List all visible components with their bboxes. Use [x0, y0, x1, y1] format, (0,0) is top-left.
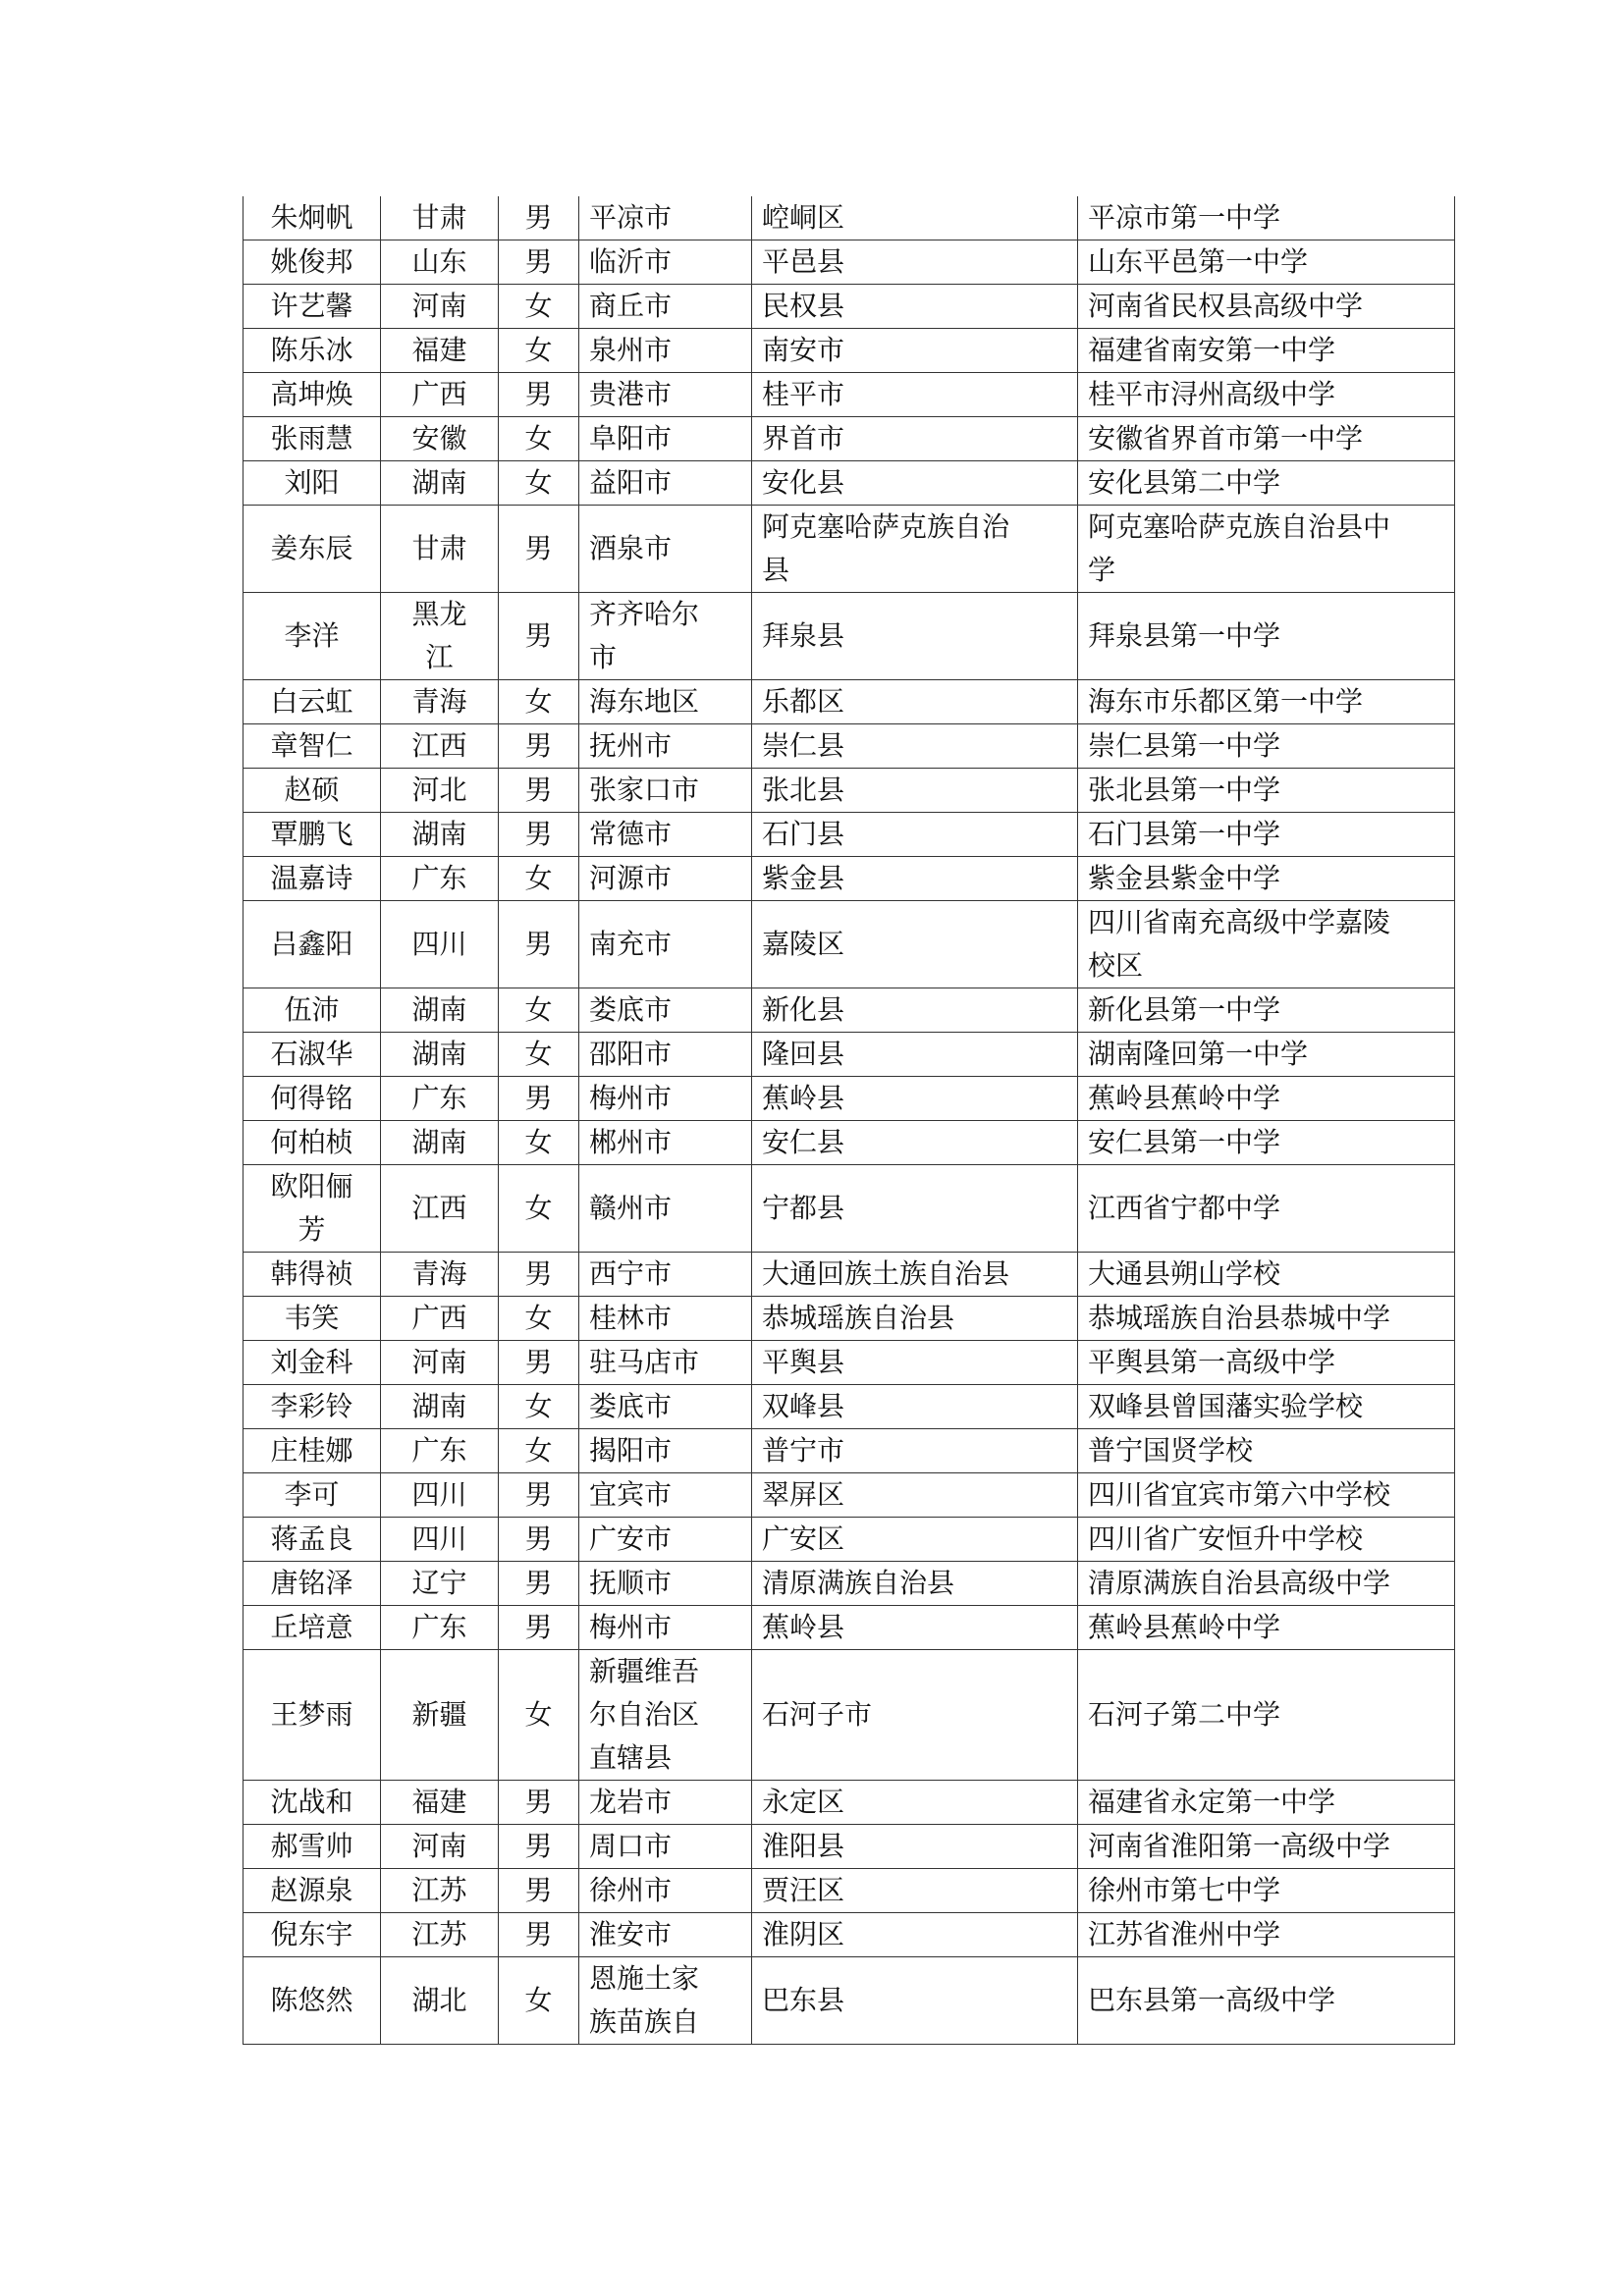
name-cell: 沈战和	[244, 1781, 381, 1825]
school-cell: 蕉岭县蕉岭中学	[1078, 1077, 1455, 1121]
name-cell: 赵硕	[244, 769, 381, 813]
county-cell: 隆回县	[752, 1033, 1078, 1077]
school-cell: 四川省宜宾市第六中学校	[1078, 1473, 1455, 1518]
table-row	[244, 813, 1455, 857]
city-cell: 揭阳市	[579, 1429, 752, 1473]
school-cell: 安仁县第一中学	[1078, 1121, 1455, 1165]
county-cell: 淮阳县	[752, 1825, 1078, 1869]
city-cell: 临沂市	[579, 240, 752, 285]
school-cell: 福建省永定第一中学	[1078, 1781, 1455, 1825]
school-cell: 清原满族自治县高级中学	[1078, 1562, 1455, 1606]
school-cell: 山东平邑第一中学	[1078, 240, 1455, 285]
school-cell: 石河子第二中学	[1078, 1650, 1455, 1781]
school-cell: 平凉市第一中学	[1078, 196, 1455, 240]
name-cell: 赵源泉	[244, 1869, 381, 1913]
city-cell: 宜宾市	[579, 1473, 752, 1518]
province-cell: 福建	[381, 1781, 499, 1825]
school-cell: 河南省民权县高级中学	[1078, 285, 1455, 329]
province-cell: 河南	[381, 285, 499, 329]
table-row	[244, 988, 1455, 1033]
table-row	[244, 1781, 1455, 1825]
gender-cell: 女	[499, 1957, 579, 2045]
name-cell: 倪东宇	[244, 1913, 381, 1957]
name-cell: 石淑华	[244, 1033, 381, 1077]
gender-cell: 男	[499, 1781, 579, 1825]
county-cell: 安化县	[752, 461, 1078, 506]
school-cell: 海东市乐都区第一中学	[1078, 680, 1455, 724]
county-cell: 贾汪区	[752, 1869, 1078, 1913]
gender-cell: 男	[499, 1341, 579, 1385]
table-row	[244, 1650, 1455, 1781]
gender-cell: 女	[499, 1121, 579, 1165]
table-row	[244, 1825, 1455, 1869]
city-cell: 海东地区	[579, 680, 752, 724]
county-cell: 崆峒区	[752, 196, 1078, 240]
name-cell: 庄桂娜	[244, 1429, 381, 1473]
school-cell: 安化县第二中学	[1078, 461, 1455, 506]
student-table-body	[244, 196, 1455, 2045]
gender-cell: 女	[499, 1165, 579, 1253]
county-cell: 石门县	[752, 813, 1078, 857]
county-cell: 拜泉县	[752, 593, 1078, 680]
name-cell: 王梦雨	[244, 1650, 381, 1781]
city-cell: 张家口市	[579, 769, 752, 813]
county-cell: 阿克塞哈萨克族自治 县	[752, 506, 1078, 593]
province-cell: 广东	[381, 1606, 499, 1650]
name-cell: 张雨慧	[244, 417, 381, 461]
school-cell: 蕉岭县蕉岭中学	[1078, 1606, 1455, 1650]
table-row	[244, 901, 1455, 988]
province-cell: 广东	[381, 1077, 499, 1121]
table-row	[244, 1165, 1455, 1253]
school-cell: 徐州市第七中学	[1078, 1869, 1455, 1913]
county-cell: 民权县	[752, 285, 1078, 329]
gender-cell: 男	[499, 813, 579, 857]
province-cell: 湖北	[381, 1957, 499, 2045]
gender-cell: 男	[499, 1077, 579, 1121]
county-cell: 清原满族自治县	[752, 1562, 1078, 1606]
name-cell: 刘阳	[244, 461, 381, 506]
county-cell: 嘉陵区	[752, 901, 1078, 988]
city-cell: 西宁市	[579, 1253, 752, 1297]
name-cell: 韦笑	[244, 1297, 381, 1341]
gender-cell: 女	[499, 1650, 579, 1781]
city-cell: 赣州市	[579, 1165, 752, 1253]
gender-cell: 男	[499, 240, 579, 285]
county-cell: 永定区	[752, 1781, 1078, 1825]
gender-cell: 男	[499, 769, 579, 813]
province-cell: 广东	[381, 1429, 499, 1473]
table-row	[244, 373, 1455, 417]
table-row	[244, 1033, 1455, 1077]
gender-cell: 女	[499, 285, 579, 329]
province-cell: 湖南	[381, 813, 499, 857]
school-cell: 拜泉县第一中学	[1078, 593, 1455, 680]
province-cell: 广西	[381, 1297, 499, 1341]
province-cell: 江西	[381, 724, 499, 769]
gender-cell: 女	[499, 1385, 579, 1429]
name-cell: 陈乐冰	[244, 329, 381, 373]
city-cell: 新疆维吾 尔自治区 直辖县	[579, 1650, 752, 1781]
school-cell: 福建省南安第一中学	[1078, 329, 1455, 373]
county-cell: 平邑县	[752, 240, 1078, 285]
county-cell: 淮阴区	[752, 1913, 1078, 1957]
table-row	[244, 1562, 1455, 1606]
city-cell: 梅州市	[579, 1077, 752, 1121]
province-cell: 河北	[381, 769, 499, 813]
gender-cell: 女	[499, 988, 579, 1033]
city-cell: 娄底市	[579, 1385, 752, 1429]
gender-cell: 女	[499, 1297, 579, 1341]
province-cell: 湖南	[381, 1033, 499, 1077]
gender-cell: 男	[499, 901, 579, 988]
gender-cell: 男	[499, 1518, 579, 1562]
name-cell: 丘培意	[244, 1606, 381, 1650]
gender-cell: 男	[499, 1253, 579, 1297]
province-cell: 青海	[381, 1253, 499, 1297]
city-cell: 龙岩市	[579, 1781, 752, 1825]
name-cell: 白云虹	[244, 680, 381, 724]
school-cell: 新化县第一中学	[1078, 988, 1455, 1033]
table-row	[244, 1606, 1455, 1650]
province-cell: 四川	[381, 1473, 499, 1518]
city-cell: 梅州市	[579, 1606, 752, 1650]
name-cell: 刘金科	[244, 1341, 381, 1385]
county-cell: 张北县	[752, 769, 1078, 813]
county-cell: 安仁县	[752, 1121, 1078, 1165]
gender-cell: 男	[499, 196, 579, 240]
gender-cell: 男	[499, 1562, 579, 1606]
province-cell: 安徽	[381, 417, 499, 461]
county-cell: 紫金县	[752, 857, 1078, 901]
city-cell: 娄底市	[579, 988, 752, 1033]
table-row	[244, 417, 1455, 461]
school-cell: 桂平市浔州高级中学	[1078, 373, 1455, 417]
school-cell: 湖南隆回第一中学	[1078, 1033, 1455, 1077]
table-row	[244, 857, 1455, 901]
county-cell: 普宁市	[752, 1429, 1078, 1473]
gender-cell: 女	[499, 1033, 579, 1077]
county-cell: 翠屏区	[752, 1473, 1078, 1518]
province-cell: 甘肃	[381, 506, 499, 593]
school-cell: 四川省广安恒升中学校	[1078, 1518, 1455, 1562]
school-cell: 紫金县紫金中学	[1078, 857, 1455, 901]
school-cell: 平舆县第一高级中学	[1078, 1341, 1455, 1385]
name-cell: 章智仁	[244, 724, 381, 769]
table-row	[244, 1253, 1455, 1297]
name-cell: 高坤焕	[244, 373, 381, 417]
province-cell: 甘肃	[381, 196, 499, 240]
county-cell: 石河子市	[752, 1650, 1078, 1781]
name-cell: 伍沛	[244, 988, 381, 1033]
name-cell: 韩得祯	[244, 1253, 381, 1297]
city-cell: 驻马店市	[579, 1341, 752, 1385]
gender-cell: 男	[499, 1869, 579, 1913]
school-cell: 双峰县曾国藩实验学校	[1078, 1385, 1455, 1429]
school-cell: 张北县第一中学	[1078, 769, 1455, 813]
city-cell: 抚州市	[579, 724, 752, 769]
province-cell: 广东	[381, 857, 499, 901]
school-cell: 阿克塞哈萨克族自治县中 学	[1078, 506, 1455, 593]
county-cell: 恭城瑶族自治县	[752, 1297, 1078, 1341]
province-cell: 河南	[381, 1341, 499, 1385]
table-row	[244, 1077, 1455, 1121]
province-cell: 江西	[381, 1165, 499, 1253]
province-cell: 黑龙 江	[381, 593, 499, 680]
name-cell: 姜东辰	[244, 506, 381, 593]
name-cell: 吕鑫阳	[244, 901, 381, 988]
table-row	[244, 506, 1455, 593]
name-cell: 朱炯帆	[244, 196, 381, 240]
county-cell: 界首市	[752, 417, 1078, 461]
province-cell: 福建	[381, 329, 499, 373]
name-cell: 唐铭泽	[244, 1562, 381, 1606]
city-cell: 抚顺市	[579, 1562, 752, 1606]
city-cell: 南充市	[579, 901, 752, 988]
city-cell: 广安市	[579, 1518, 752, 1562]
student-table	[243, 196, 1455, 2045]
gender-cell: 男	[499, 373, 579, 417]
province-cell: 青海	[381, 680, 499, 724]
county-cell: 桂平市	[752, 373, 1078, 417]
county-cell: 广安区	[752, 1518, 1078, 1562]
school-cell: 巴东县第一高级中学	[1078, 1957, 1455, 2045]
province-cell: 湖南	[381, 988, 499, 1033]
name-cell: 李可	[244, 1473, 381, 1518]
county-cell: 乐都区	[752, 680, 1078, 724]
city-cell: 贵港市	[579, 373, 752, 417]
city-cell: 常德市	[579, 813, 752, 857]
table-row	[244, 1297, 1455, 1341]
province-cell: 湖南	[381, 1385, 499, 1429]
name-cell: 李洋	[244, 593, 381, 680]
table-row	[244, 196, 1455, 240]
county-cell: 大通回族土族自治县	[752, 1253, 1078, 1297]
name-cell: 许艺馨	[244, 285, 381, 329]
gender-cell: 男	[499, 1825, 579, 1869]
school-cell: 大通县朔山学校	[1078, 1253, 1455, 1297]
name-cell: 蒋孟良	[244, 1518, 381, 1562]
table-row	[244, 1429, 1455, 1473]
name-cell: 温嘉诗	[244, 857, 381, 901]
name-cell: 欧阳俪 芳	[244, 1165, 381, 1253]
table-row	[244, 593, 1455, 680]
table-row	[244, 1869, 1455, 1913]
name-cell: 陈悠然	[244, 1957, 381, 2045]
city-cell: 泉州市	[579, 329, 752, 373]
name-cell: 姚俊邦	[244, 240, 381, 285]
gender-cell: 男	[499, 1473, 579, 1518]
province-cell: 新疆	[381, 1650, 499, 1781]
city-cell: 周口市	[579, 1825, 752, 1869]
county-cell: 崇仁县	[752, 724, 1078, 769]
table-row	[244, 724, 1455, 769]
county-cell: 宁都县	[752, 1165, 1078, 1253]
city-cell: 邵阳市	[579, 1033, 752, 1077]
table-row	[244, 1518, 1455, 1562]
city-cell: 淮安市	[579, 1913, 752, 1957]
school-cell: 河南省淮阳第一高级中学	[1078, 1825, 1455, 1869]
county-cell: 新化县	[752, 988, 1078, 1033]
city-cell: 酒泉市	[579, 506, 752, 593]
city-cell: 平凉市	[579, 196, 752, 240]
school-cell: 四川省南充高级中学嘉陵 校区	[1078, 901, 1455, 988]
county-cell: 巴东县	[752, 1957, 1078, 2045]
city-cell: 桂林市	[579, 1297, 752, 1341]
school-cell: 江西省宁都中学	[1078, 1165, 1455, 1253]
province-cell: 湖南	[381, 461, 499, 506]
city-cell: 阜阳市	[579, 417, 752, 461]
province-cell: 四川	[381, 1518, 499, 1562]
name-cell: 何得铭	[244, 1077, 381, 1121]
gender-cell: 女	[499, 461, 579, 506]
province-cell: 辽宁	[381, 1562, 499, 1606]
name-cell: 郝雪帅	[244, 1825, 381, 1869]
city-cell: 徐州市	[579, 1869, 752, 1913]
province-cell: 江苏	[381, 1869, 499, 1913]
school-cell: 安徽省界首市第一中学	[1078, 417, 1455, 461]
table-row	[244, 1473, 1455, 1518]
table-row	[244, 1385, 1455, 1429]
table-row	[244, 1957, 1455, 2045]
name-cell: 李彩铃	[244, 1385, 381, 1429]
city-cell: 齐齐哈尔 市	[579, 593, 752, 680]
province-cell: 河南	[381, 1825, 499, 1869]
county-cell: 蕉岭县	[752, 1077, 1078, 1121]
gender-cell: 男	[499, 593, 579, 680]
school-cell: 江苏省淮州中学	[1078, 1913, 1455, 1957]
table-row	[244, 285, 1455, 329]
table-row	[244, 329, 1455, 373]
school-cell: 普宁国贤学校	[1078, 1429, 1455, 1473]
gender-cell: 男	[499, 1606, 579, 1650]
school-cell: 石门县第一中学	[1078, 813, 1455, 857]
table-row	[244, 461, 1455, 506]
city-cell: 商丘市	[579, 285, 752, 329]
table-row	[244, 769, 1455, 813]
table-row	[244, 680, 1455, 724]
school-cell: 恭城瑶族自治县恭城中学	[1078, 1297, 1455, 1341]
name-cell: 覃鹏飞	[244, 813, 381, 857]
city-cell: 郴州市	[579, 1121, 752, 1165]
county-cell: 蕉岭县	[752, 1606, 1078, 1650]
county-cell: 南安市	[752, 329, 1078, 373]
gender-cell: 男	[499, 1913, 579, 1957]
table-row	[244, 240, 1455, 285]
county-cell: 平舆县	[752, 1341, 1078, 1385]
city-cell: 恩施土家 族苗族自	[579, 1957, 752, 2045]
gender-cell: 男	[499, 506, 579, 593]
table-row	[244, 1913, 1455, 1957]
table-row	[244, 1341, 1455, 1385]
school-cell: 崇仁县第一中学	[1078, 724, 1455, 769]
city-cell: 益阳市	[579, 461, 752, 506]
gender-cell: 女	[499, 1429, 579, 1473]
gender-cell: 男	[499, 724, 579, 769]
city-cell: 河源市	[579, 857, 752, 901]
gender-cell: 女	[499, 417, 579, 461]
province-cell: 湖南	[381, 1121, 499, 1165]
county-cell: 双峰县	[752, 1385, 1078, 1429]
name-cell: 何柏桢	[244, 1121, 381, 1165]
gender-cell: 女	[499, 857, 579, 901]
province-cell: 广西	[381, 373, 499, 417]
table-row	[244, 1121, 1455, 1165]
province-cell: 江苏	[381, 1913, 499, 1957]
gender-cell: 女	[499, 680, 579, 724]
gender-cell: 女	[499, 329, 579, 373]
province-cell: 山东	[381, 240, 499, 285]
province-cell: 四川	[381, 901, 499, 988]
